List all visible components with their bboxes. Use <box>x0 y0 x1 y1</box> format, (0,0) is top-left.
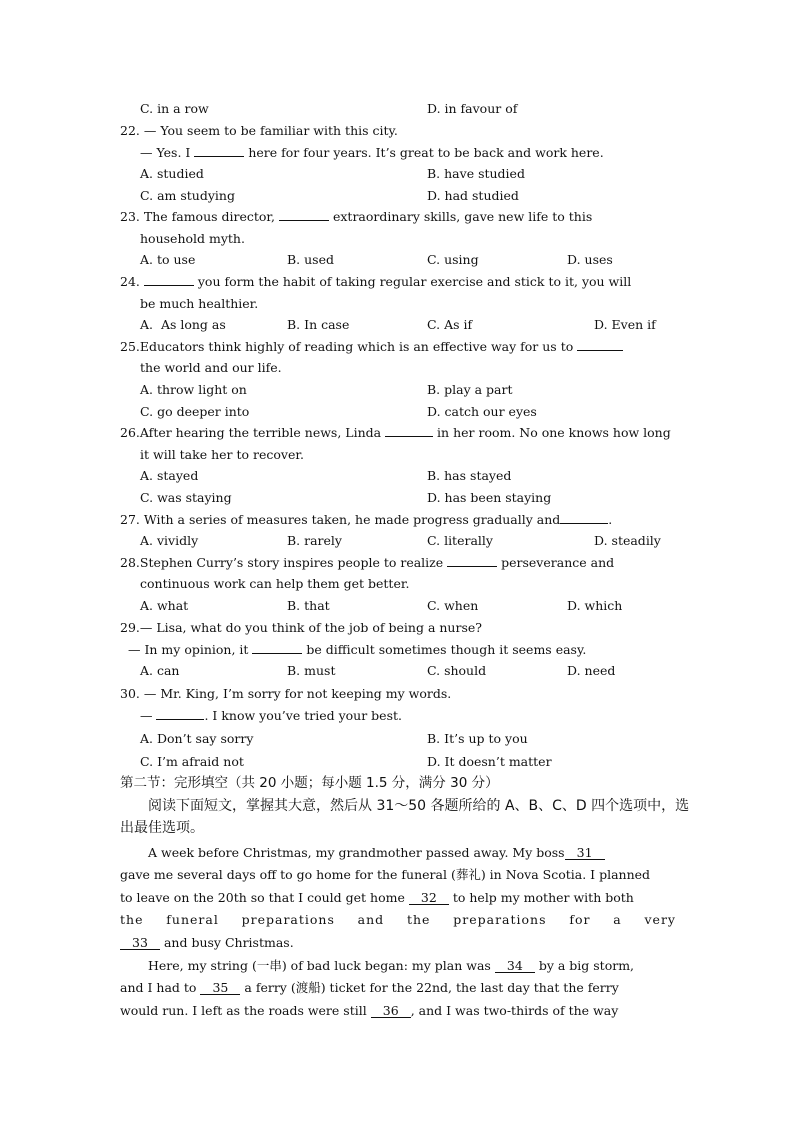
q25-option-d: D. catch our eyes <box>427 404 537 419</box>
q23-option-c: C. using <box>427 252 479 267</box>
q27-blank <box>560 523 608 524</box>
q26-blank <box>385 436 433 437</box>
q29-option-d: D. need <box>567 663 616 678</box>
passage-line: and I had to 35 a ferry (渡船) ticket for the 22nd, the last day that the ferry <box>120 980 619 995</box>
q24-option-b: B. In case <box>287 317 350 332</box>
q26-option-d: D. has been staying <box>427 490 552 505</box>
q27-stem: 27. With a series of measures taken, he made progress gradually and . <box>120 512 613 527</box>
q30-blank <box>156 719 204 720</box>
q22-stem-line2: — Yes. I here for four years. It’s great to be back and work here. <box>140 145 604 160</box>
q21-option-c: C. in a row <box>140 101 209 116</box>
section-instructions: 阅读下面短文，掌握其大意，然后从 31～50 各题所给的 A、B、C、D 四个选项中，选 <box>148 798 690 814</box>
q23-stem-line2: household myth. <box>140 231 245 246</box>
q29-stem-line2: — In my opinion, it be difficult sometimes though it seems easy. <box>128 642 587 657</box>
q29-option-c: C. should <box>427 663 487 678</box>
blank-31: 31 <box>565 846 605 860</box>
q25-option-c: C. go deeper into <box>140 404 250 419</box>
q30-option-b: B. It’s up to you <box>427 731 528 746</box>
q28-blank <box>447 566 497 567</box>
blank-33: 33 <box>120 936 160 950</box>
blank-34: 34 <box>495 959 535 973</box>
q30-option-c: C. I’m afraid not <box>140 754 244 769</box>
q23-blank <box>279 220 329 221</box>
q24-stem-line2: be much healthier. <box>140 296 259 311</box>
q28-option-d: D. which <box>567 598 623 613</box>
q24-option-d: D. Even if <box>594 317 656 332</box>
q25-stem-line2: the world and our life. <box>140 360 282 375</box>
passage-line: to leave on the 20th so that I could get home 32 to help my mother with both <box>120 890 634 905</box>
q29-blank <box>252 653 302 654</box>
q28-stem-line2: continuous work can help them get better. <box>140 576 410 591</box>
passage-line: gave me several days off to go home for the funeral (葬礼) in Nova Scotia. I planned <box>120 867 651 882</box>
q22-option-b: B. have studied <box>427 166 525 181</box>
q25-blank <box>577 350 623 351</box>
section-heading: 第二节：完形填空（共 20 小题；每小题 1.5 分，满分 30 分） <box>120 775 499 791</box>
q24-option-c: C. As if <box>427 317 473 332</box>
q23-option-a: A. to use <box>140 252 196 267</box>
q24-option-a: A. As long as <box>140 317 226 332</box>
q28-option-b: B. that <box>287 598 330 613</box>
blank-35: 35 <box>200 981 240 995</box>
q26-option-c: C. was staying <box>140 490 232 505</box>
q21-option-d: D. in favour of <box>427 101 518 116</box>
q26-stem-line2: it will take her to recover. <box>140 447 304 462</box>
q24-stem: 24. you form the habit of taking regular exercise and stick to it, you will <box>120 274 632 289</box>
q22-stem: 22. — You seem to be familiar with this city. <box>120 123 398 138</box>
q26-stem: 26.After hearing the terrible news, Linda in her room. No one knows how long <box>120 425 671 440</box>
blank-36: 36 <box>371 1004 411 1018</box>
q22-option-d: D. had studied <box>427 188 519 203</box>
q27-option-c: C. literally <box>427 533 493 548</box>
q29-option-b: B. must <box>287 663 336 678</box>
passage-line: the funeral preparations and the preparations for a very <box>120 912 676 927</box>
q30-stem: 30. — Mr. King, I’m sorry for not keeping my words. <box>120 686 452 701</box>
q27-option-d: D. steadily <box>594 533 661 548</box>
q27-option-a: A. vividly <box>140 533 199 548</box>
q28-option-a: A. what <box>140 598 189 613</box>
q22-option-c: C. am studying <box>140 188 235 203</box>
q23-stem: 23. The famous director, extraordinary skills, gave new life to this <box>120 209 593 224</box>
q24-blank <box>144 285 194 286</box>
q26-option-b: B. has stayed <box>427 468 512 483</box>
q22-option-a: A. studied <box>140 166 204 181</box>
passage-line: 33 and busy Christmas. <box>120 935 294 951</box>
blank-32: 32 <box>409 891 449 905</box>
passage-line: A week before Christmas, my grandmother passed away. My boss 31 <box>148 845 605 861</box>
q25-stem: 25.Educators think highly of reading which is an effective way for us to <box>120 339 623 355</box>
q30-option-a: A. Don’t say sorry <box>140 731 254 746</box>
q29-option-a: A. can <box>140 663 180 678</box>
q23-option-b: B. used <box>287 252 334 267</box>
q28-option-c: C. when <box>427 598 479 613</box>
q25-option-a: A. throw light on <box>140 382 247 397</box>
q23-option-d: D. uses <box>567 252 613 267</box>
section-instructions-line2: 出最佳选项。 <box>120 820 204 836</box>
q30-stem-line2: — . I know you’ve tried your best. <box>140 708 402 723</box>
passage-line: Here, my string (一串) of bad luck began: my plan was 34 by a big storm, <box>148 958 635 973</box>
passage-line: would run. I left as the roads were still 36 , and I was two-thirds of the way <box>120 1003 619 1018</box>
q28-stem: 28.Stephen Curry’s story inspires people to realize perseverance and <box>120 555 615 570</box>
q30-option-d: D. It doesn’t matter <box>427 754 552 769</box>
q27-option-b: B. rarely <box>287 533 342 548</box>
q26-option-a: A. stayed <box>140 468 199 483</box>
q25-option-b: B. play a part <box>427 382 513 397</box>
q29-stem: 29.— Lisa, what do you think of the job of being a nurse? <box>120 620 482 635</box>
q22-blank <box>194 156 244 157</box>
